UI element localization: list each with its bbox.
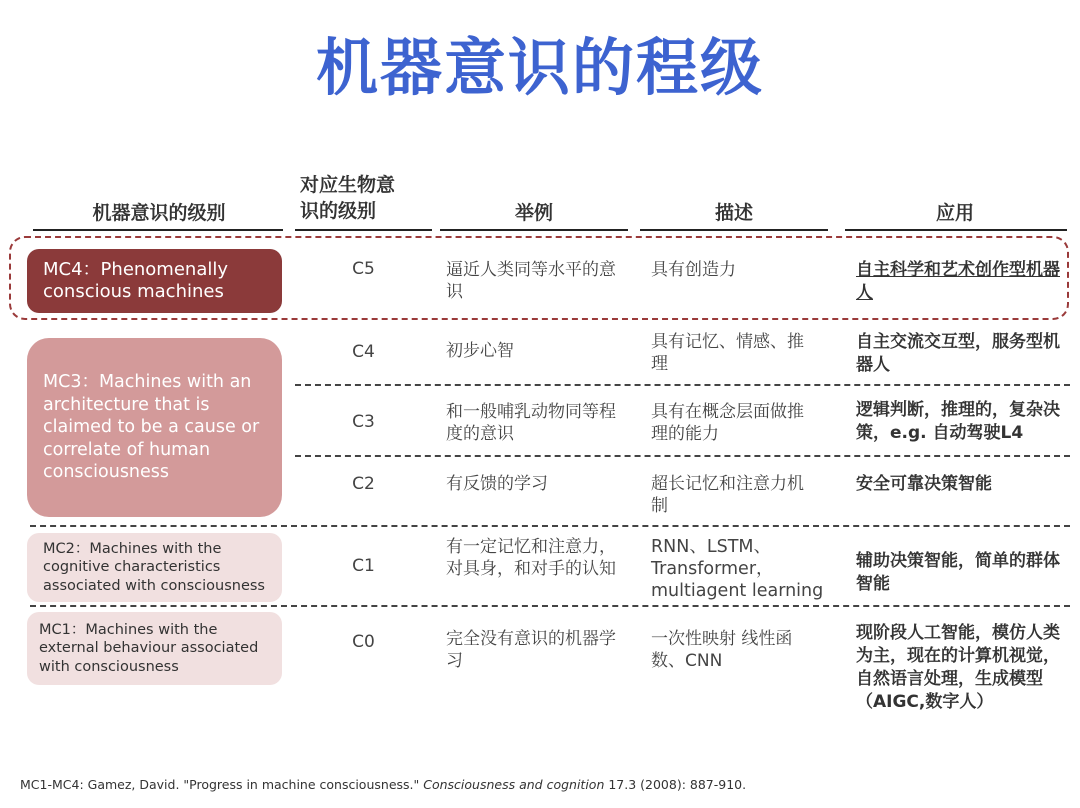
header-underline — [295, 229, 432, 231]
bio-level: C2 — [352, 474, 375, 494]
header-underline — [33, 229, 283, 231]
bio-level: C1 — [352, 556, 375, 576]
example: 有一定记忆和注意力，对具身，和对手的认知 — [446, 537, 616, 579]
footnote-journal: Consciousness and cognition — [423, 777, 605, 792]
row-divider — [30, 605, 1070, 607]
mc1-box — [27, 612, 282, 685]
mc2-box — [27, 533, 282, 602]
description: 具有记忆、情感、推理 — [651, 332, 804, 374]
description: 具有在概念层面做推理的能力 — [651, 402, 804, 444]
row-divider — [295, 384, 1070, 386]
header-mc-level: 机器意识的级别 — [92, 202, 226, 224]
bio-level: C4 — [352, 342, 375, 362]
application: 自主交流交互型，服务型机器人 — [856, 332, 1060, 375]
footnote-pages: 17.3 (2008): 887-910. — [604, 777, 747, 792]
description: 具有创造力 — [651, 260, 736, 280]
header-underline — [440, 229, 628, 231]
row-divider — [295, 455, 1070, 457]
bio-level: C0 — [352, 632, 375, 652]
example: 有反馈的学习 — [446, 474, 548, 494]
bio-level: C5 — [352, 259, 375, 279]
mc1-label: MC1：Machines with the external behaviour associated with consciousness — [39, 621, 259, 675]
bio-level: C3 — [352, 412, 375, 432]
application: 安全可靠决策智能 — [856, 474, 992, 494]
row-divider — [30, 525, 1070, 527]
header-application: 应用 — [935, 202, 974, 224]
application: 辅助决策智能，简单的群体智能 — [856, 551, 1060, 594]
application: 逻辑判断，推理的，复杂决策，e.g. 自动驾驶L4 — [856, 400, 1060, 443]
description: RNN、LSTM、Transformer，multiagent learning — [651, 537, 824, 601]
footnote — [20, 777, 746, 792]
header-example: 举例 — [514, 202, 553, 224]
header-underline — [845, 229, 1067, 231]
footnote-citation: MC1-MC4: Gamez, David. "Progress in machine consciousness." — [20, 777, 424, 792]
header-description: 描述 — [714, 202, 753, 224]
slide-title: 机器意识的程级 — [315, 31, 764, 104]
mc4-label: MC4：Phenomenally conscious machines — [43, 259, 229, 302]
example: 完全没有意识的机器学习 — [446, 629, 616, 671]
mc2-label: MC2：Machines with the cognitive characteristics associated with consciousness — [43, 540, 265, 594]
example: 和一般哺乳动物同等程度的意识 — [446, 402, 616, 444]
header-underline — [640, 229, 828, 231]
mc3-box — [27, 338, 282, 517]
mc4-box — [27, 249, 282, 313]
header-bio-level: 对应生物意识的级别 — [300, 174, 396, 222]
application: 现阶段人工智能，模仿人类为主，现在的计算机视觉，自然语言处理，生成模型（AIGC,数字人） — [856, 623, 1060, 712]
description: 超长记忆和注意力机制 — [651, 474, 804, 516]
description: 一次性映射 线性函数、CNN — [651, 629, 793, 671]
mc3-label: MC3：Machines with an architecture that is claimed to be a cause or correlate of human consciousness — [43, 372, 260, 483]
example: 初步心智 — [446, 341, 514, 361]
application: 自主科学和艺术创作型机器人 — [856, 260, 1060, 303]
example: 逼近人类同等水平的意识 — [446, 260, 616, 302]
